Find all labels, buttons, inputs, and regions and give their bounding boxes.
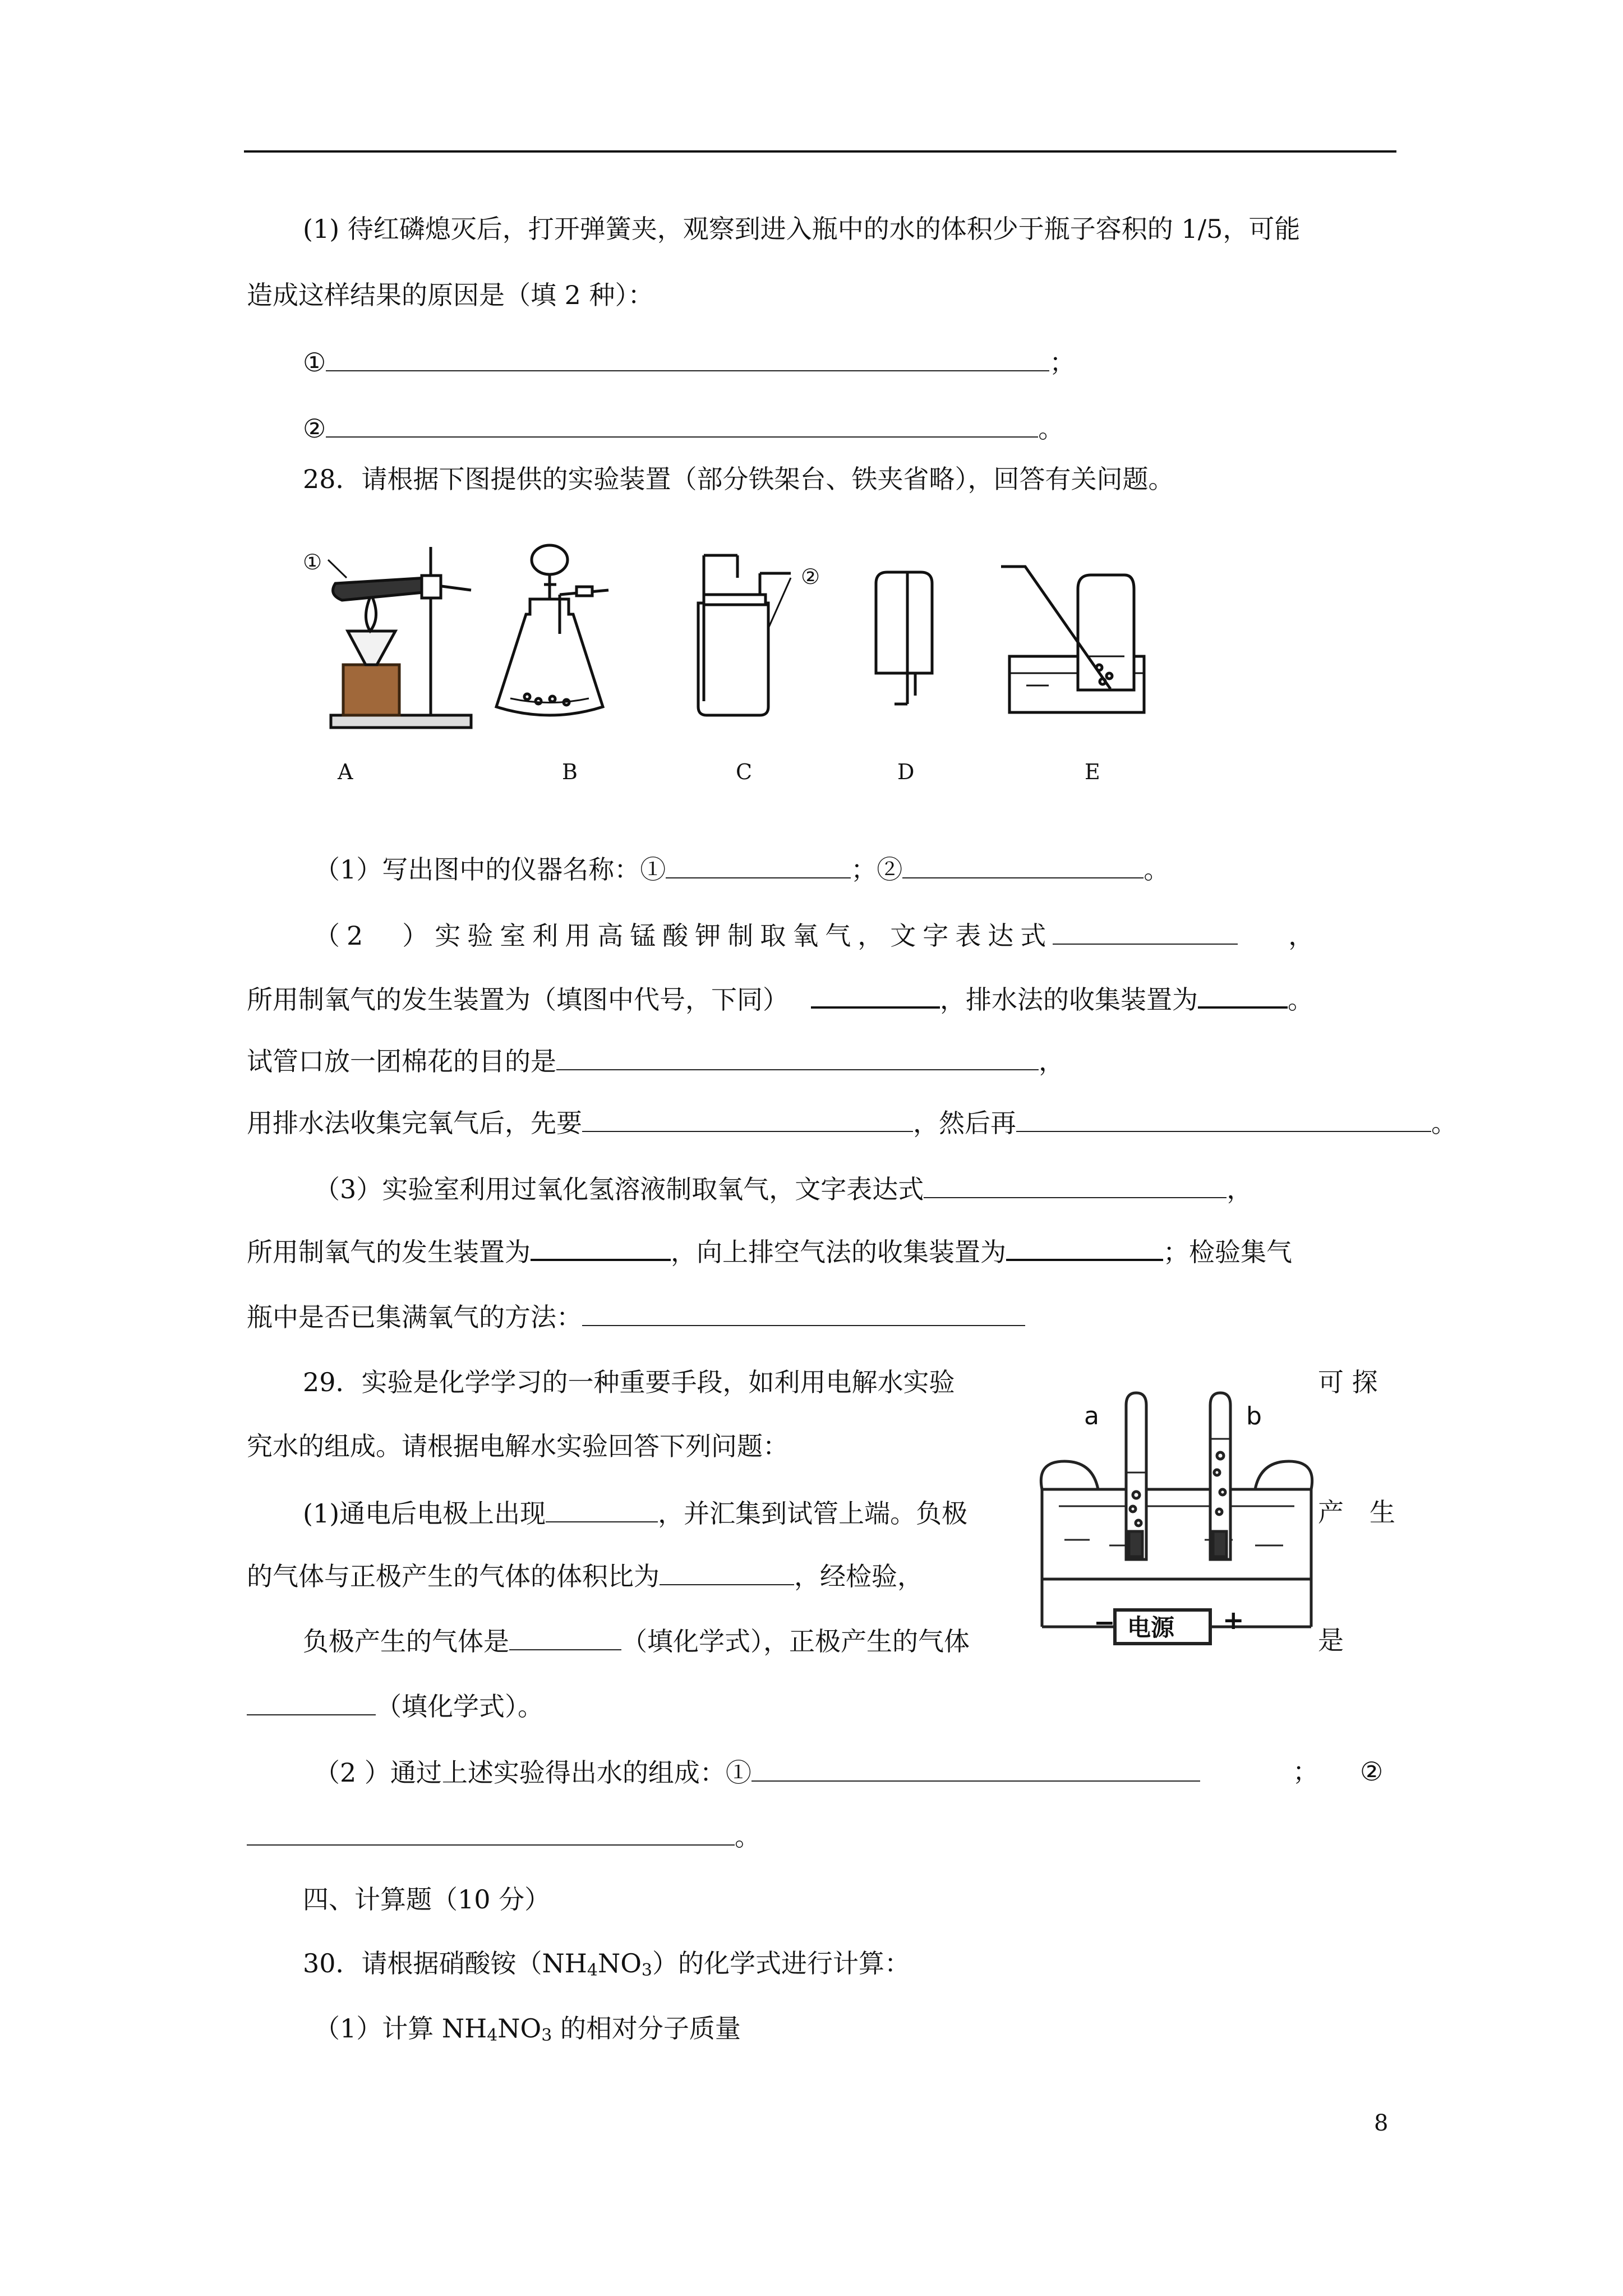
q29-part1-line1-end: 产 生: [1318, 1497, 1395, 1527]
q29-part2-line2: 。: [247, 1820, 760, 1851]
q28-part2-line2: 所用制氧气的发生装置为（填图中代号，下同） ，排水法的收集装置为 。: [247, 982, 1313, 1013]
q29-stem-line2: 究水的组成。请根据电解水实验回答下列问题：: [247, 1431, 789, 1461]
figure-label-d: D: [897, 760, 915, 784]
answer-blank[interactable]: [902, 853, 1144, 878]
q29-stem-line1-end: 可 探: [1318, 1367, 1378, 1397]
power-supply-label: 电源: [1127, 1614, 1175, 1641]
q27-part1-line1: (1) 待红磷熄灭后，打开弹簧夹，观察到进入瓶中的水的体积少于瓶子容积的 1/5，可能: [303, 214, 1301, 244]
apparatus-a-icon: [328, 547, 471, 728]
figure-label-c: C: [736, 760, 753, 784]
figure-label-b: B: [562, 760, 578, 784]
q29-part2-line1: （2 ）通过上述实验得出水的组成：①: [314, 1756, 1200, 1787]
plus-terminal: +: [1223, 1605, 1244, 1635]
q29-part1-line4: （填化学式）。: [247, 1690, 543, 1721]
answer-blank[interactable]: [1016, 1106, 1431, 1132]
q27-reason1: ① ；: [303, 346, 1075, 377]
answer-blank[interactable]: [660, 1559, 794, 1585]
answer-blank[interactable]: [531, 1234, 671, 1261]
q29-part2-semicolon: ；: [1293, 1756, 1318, 1787]
answer-blank[interactable]: [1053, 919, 1238, 945]
q28-apparatus-figure: [303, 539, 1144, 808]
electrolysis-figure: [1042, 1388, 1322, 1680]
q28-part3-line3: 瓶中是否已集满氧气的方法：: [247, 1300, 1025, 1332]
q28-part2-line1: （2 ）实验室利用高锰酸钾制取氧气，文字表达式 ，: [314, 919, 1321, 950]
header-rule: [244, 150, 1396, 153]
q29-part1-line3-end: 是: [1318, 1625, 1344, 1655]
minus-terminal: −: [1094, 1607, 1115, 1637]
q28-part3-line1: （3）实验室利用过氧化氢溶液制取氧气，文字表达式 ，: [314, 1172, 1252, 1204]
answer-blank[interactable]: [924, 1172, 1227, 1198]
apparatus-c-icon: [698, 555, 791, 715]
answer-blank[interactable]: [326, 412, 1038, 438]
q30-stem: 30．请根据硝酸铵$(NH_4NO_3)$的化学式进行计算：: [303, 1948, 910, 1980]
answer-blank[interactable]: [1006, 1234, 1163, 1261]
q28-part2-line3: 试管口放一团棉花的目的是 ，: [247, 1045, 1064, 1076]
q27-part1-line2: 造成这样结果的原因是（填 2 种）：: [247, 280, 654, 310]
page-number: 8: [1374, 2110, 1389, 2136]
q28-part2-line4: 用排水法收集完氧气后，先要 ，然后再 。: [247, 1106, 1457, 1138]
q29-part1-line2: 的气体与正极产生的气体的体积比为 ，经检验，: [247, 1559, 923, 1591]
answer-blank[interactable]: [556, 1045, 1039, 1070]
q28-stem: 28．请根据下图提供的实验装置（部分铁架台、铁夹省略），回答有关问题。: [303, 464, 1174, 494]
answer-blank[interactable]: [666, 853, 851, 878]
q30-part1: （1）计算 $NH_4NO_3$ 的相对分子质量: [314, 2013, 741, 2045]
q29-part2-mark2: ②: [1360, 1756, 1384, 1787]
tube-label-b: b: [1246, 1402, 1262, 1430]
figure-marker-1: ①: [303, 550, 322, 574]
answer-blank[interactable]: [326, 346, 1049, 371]
q29-part1-line1: (1)通电后电极上出现 ，并汇集到试管上端。负极: [303, 1497, 967, 1528]
answer-blank[interactable]: [546, 1497, 658, 1522]
q28-part3-line2: 所用制氧气的发生装置为 ，向上排空气法的收集装置为 ；检验集气: [247, 1234, 1292, 1266]
section-4-title: 四、计算题（10 分）: [303, 1884, 551, 1915]
figure-label-a: A: [338, 760, 353, 784]
tube-label-a: a: [1084, 1402, 1099, 1430]
q29-part1-line3: 负极产生的气体是 （填化学式），正极产生的气体: [303, 1625, 970, 1656]
answer-blank[interactable]: [751, 1756, 1200, 1782]
answer-blank[interactable]: [811, 982, 940, 1009]
answer-blank[interactable]: [582, 1106, 913, 1132]
answer-blank[interactable]: [509, 1625, 621, 1650]
q28-part1: （1）写出图中的仪器名称：① ；② 。: [314, 853, 1169, 884]
apparatus-b-icon: [496, 545, 608, 715]
answer-blank[interactable]: [247, 1820, 735, 1846]
apparatus-d-icon: [876, 572, 932, 704]
apparatus-e-icon: [1001, 567, 1144, 712]
q27-reason2: ② 。: [303, 412, 1064, 443]
answer-blank[interactable]: [582, 1300, 1025, 1326]
answer-blank[interactable]: [247, 1690, 376, 1715]
figure-label-e: E: [1085, 760, 1100, 784]
answer-blank[interactable]: [1198, 982, 1288, 1009]
q29-stem-line1: 29．实验是化学学习的一种重要手段，如利用电解水实验: [303, 1367, 955, 1397]
figure-marker-2: ②: [801, 564, 820, 589]
